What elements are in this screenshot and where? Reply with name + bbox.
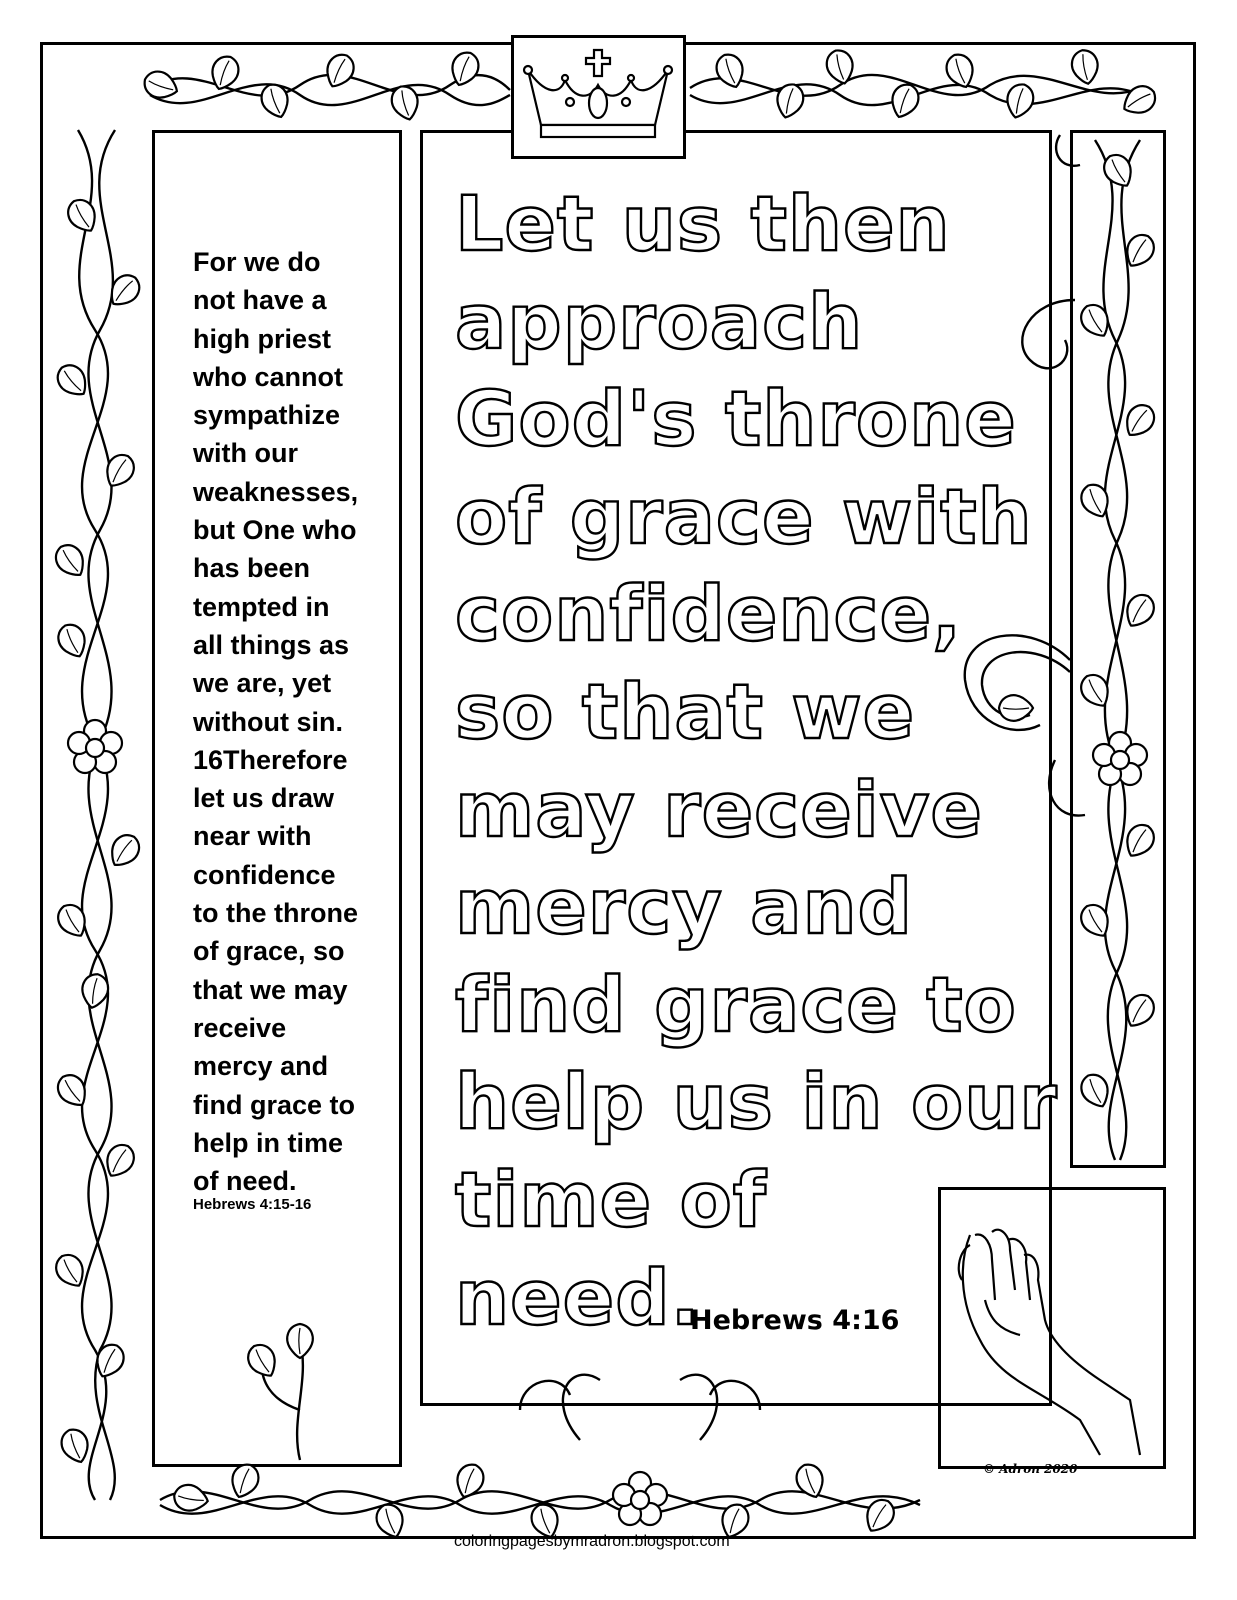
left-verse-line: confidence bbox=[193, 859, 336, 890]
left-verse-line: receive bbox=[193, 1012, 287, 1043]
left-vine-leaves bbox=[50, 195, 145, 1467]
main-verse-line: need. bbox=[455, 1252, 701, 1342]
left-verse-line: without sin. bbox=[193, 706, 343, 737]
left-verse-line: 16Therefore bbox=[193, 744, 348, 775]
left-verse-line: all things as bbox=[193, 629, 350, 660]
left-verse-line: near with bbox=[193, 821, 312, 852]
left-verse-line: has been bbox=[193, 553, 311, 584]
main-verse-line: approach bbox=[455, 276, 864, 366]
left-verse-line: find grace to bbox=[193, 1089, 356, 1120]
left-verse-line: of need. bbox=[193, 1166, 297, 1197]
left-verse-line: let us draw bbox=[193, 783, 335, 814]
left-verse-line: but One who bbox=[193, 515, 357, 546]
left-verse-line: sympathize bbox=[193, 400, 341, 431]
main-verse-line: so that we bbox=[455, 666, 916, 756]
main-verse-line: mercy and bbox=[455, 862, 914, 952]
left-verse-text bbox=[193, 243, 393, 1200]
left-verse-line: of grace, so bbox=[193, 936, 345, 967]
crown-icon bbox=[524, 50, 672, 137]
main-verse-line: may receive bbox=[455, 764, 983, 854]
left-vine bbox=[78, 130, 115, 1500]
left-verse-line: not have a bbox=[193, 285, 327, 316]
artist-signature: © Adron 2020 bbox=[983, 1462, 1078, 1476]
left-verse-reference: Hebrews 4:15-16 bbox=[193, 1196, 312, 1213]
main-verse-reference: Hebrews 4:16 bbox=[690, 1305, 900, 1336]
main-verse-line: Let us then bbox=[455, 179, 951, 268]
left-verse-line: we are, yet bbox=[193, 668, 332, 699]
left-verse-line: For we do bbox=[193, 247, 321, 277]
main-verse-line: confidence, bbox=[455, 569, 963, 659]
flower-icon bbox=[68, 720, 122, 773]
main-verse-line: time of bbox=[455, 1154, 767, 1244]
main-verse-line: help us in our bbox=[455, 1057, 1058, 1147]
left-verse-line: weaknesses, bbox=[193, 476, 359, 507]
main-verse-line: of grace with bbox=[455, 471, 1033, 561]
main-verse-text bbox=[455, 175, 1058, 1346]
website-credit: coloringpagesbymradron.blogspot.com bbox=[454, 1533, 730, 1550]
left-verse-line: who cannot bbox=[193, 361, 343, 392]
left-verse-line: to the throne bbox=[193, 898, 358, 929]
left-verse-line: help in time bbox=[193, 1127, 344, 1158]
main-verse-line: find grace to bbox=[455, 959, 1017, 1049]
left-verse-line: high priest bbox=[193, 323, 332, 354]
left-verse-line: with our bbox=[193, 438, 298, 469]
left-verse-line: that we may bbox=[193, 974, 348, 1005]
main-verse-line: God's throne bbox=[455, 374, 1017, 464]
left-verse-line: mercy and bbox=[193, 1051, 329, 1082]
left-verse-line: tempted in bbox=[193, 591, 330, 622]
